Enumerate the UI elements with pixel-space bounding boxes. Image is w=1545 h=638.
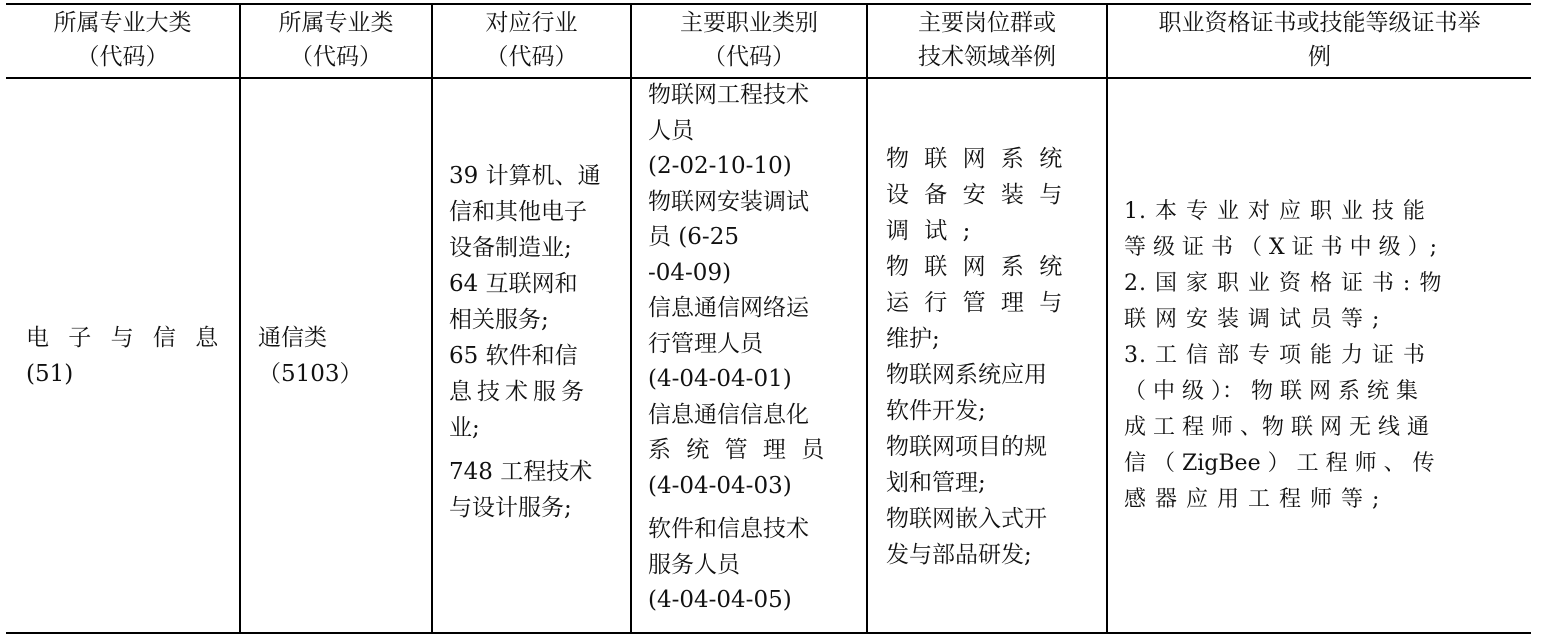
- position-line: 物 联 网 系 统: [886, 254, 1067, 280]
- industry-line: 相关服务;: [449, 307, 549, 333]
- position-line: 物联网系统应用: [886, 362, 1047, 388]
- position-line: 设 备 安 装 与: [886, 182, 1067, 208]
- header-occupations: 主要职业类别 （代码）: [680, 10, 818, 70]
- category-cell: [26, 320, 236, 392]
- industry-line: 信和其他电子: [449, 199, 587, 225]
- table-top-rule: [6, 3, 1531, 5]
- occupation-code: (2-02-10-10): [648, 153, 792, 179]
- occupation-code: (4-04-04-01): [648, 366, 792, 392]
- certificate-line: 成 工 程 师 、物 联 网 无 线 通: [1124, 415, 1429, 440]
- industry-line: 设备制造业;: [449, 235, 572, 261]
- table-bottom-rule: [6, 632, 1531, 634]
- certificates-cell: [1124, 194, 1528, 518]
- subcategory-code: （5103）: [258, 361, 363, 387]
- certificate-line: 联 网 安 装 调 试 员 等 ;: [1124, 307, 1381, 332]
- header-subcategory: 所属专业类 （代码）: [278, 10, 394, 70]
- industry-line: 息技术服务: [449, 379, 589, 405]
- industry-line: 748 工程技术: [449, 459, 593, 485]
- occupation-line: 信息通信信息化: [648, 401, 809, 428]
- industry-cell: [449, 158, 627, 526]
- position-line: 软件开发;: [886, 398, 986, 424]
- certificate-line: 感 器 应 用 工 程 师 等 ;: [1124, 487, 1381, 512]
- column-divider: [239, 3, 241, 634]
- column-divider: [431, 3, 433, 634]
- occupation-line: 软件和信息技术: [648, 516, 809, 542]
- occupation-line: 系 统 管 理 员: [648, 437, 829, 463]
- occupation-line: 员 (6-25: [648, 224, 739, 250]
- subcategory-name: 通信类: [258, 325, 327, 351]
- occupation-line: 信息通信网络运: [648, 295, 809, 321]
- industry-line: 与设计服务;: [449, 495, 572, 521]
- header-positions: 主要岗位群或 技术领域举例: [918, 10, 1056, 70]
- position-line: 运 行 管 理 与: [886, 290, 1067, 316]
- category-name: 电 子 与 信 息: [26, 325, 225, 351]
- industry-line: 39 计算机、通: [449, 163, 601, 189]
- certificate-line: 3. 工 信 部 专 项 能 力 证 书: [1124, 343, 1426, 368]
- certificate-line: 1. 本 专 业 对 应 职 业 技 能: [1124, 199, 1426, 224]
- column-divider: [866, 3, 868, 634]
- industry-line: 64 互联网和: [449, 271, 578, 297]
- position-line: 发与部品研发;: [886, 542, 1032, 568]
- occupation-line: 人员: [648, 117, 694, 144]
- header-category: 所属专业大类 （代码）: [53, 10, 192, 70]
- position-line: 物联网项目的规: [886, 434, 1047, 460]
- category-code: (51): [26, 361, 74, 387]
- industry-line: 业;: [449, 415, 480, 441]
- occupation-code: -04-09): [648, 259, 732, 286]
- occupation-line: 行管理人员: [648, 330, 763, 357]
- occupation-line: 物联网工程技术: [648, 82, 809, 108]
- certificate-line: 等 级 证 书 （ X 证 书 中 级 ）;: [1124, 235, 1438, 260]
- certificate-line: 信 （ ZigBee ） 工 程 师 、 传: [1124, 451, 1435, 476]
- column-divider: [1106, 3, 1108, 634]
- occupation-line: 物联网安装调试: [648, 188, 809, 215]
- position-line: 物 联 网 系 统: [886, 146, 1067, 172]
- position-line: 维护;: [886, 326, 940, 352]
- occupations-cell: [648, 78, 864, 619]
- position-line: 物联网嵌入式开: [886, 506, 1047, 532]
- certificate-line: （ 中 级 ）： 物 联 网 系 统 集: [1124, 379, 1418, 404]
- position-line: 调 试 ;: [886, 218, 975, 244]
- positions-cell: [886, 141, 1104, 573]
- occupation-line: 服务人员: [648, 551, 740, 578]
- subcategory-cell: [258, 320, 428, 392]
- column-divider: [630, 3, 632, 634]
- header-certificates: 职业资格证书或技能等级证书举 例: [1158, 10, 1481, 70]
- certificate-line: 2. 国 家 职 业 资 格 证 书 : 物: [1124, 271, 1443, 296]
- header-industry: 对应行业 （代码）: [485, 10, 578, 70]
- occupation-code: (4-04-04-03): [648, 472, 792, 499]
- industry-line: 65 软件和信: [449, 343, 578, 369]
- position-line: 划和管理;: [886, 470, 986, 496]
- occupation-code: (4-04-04-05): [648, 587, 792, 613]
